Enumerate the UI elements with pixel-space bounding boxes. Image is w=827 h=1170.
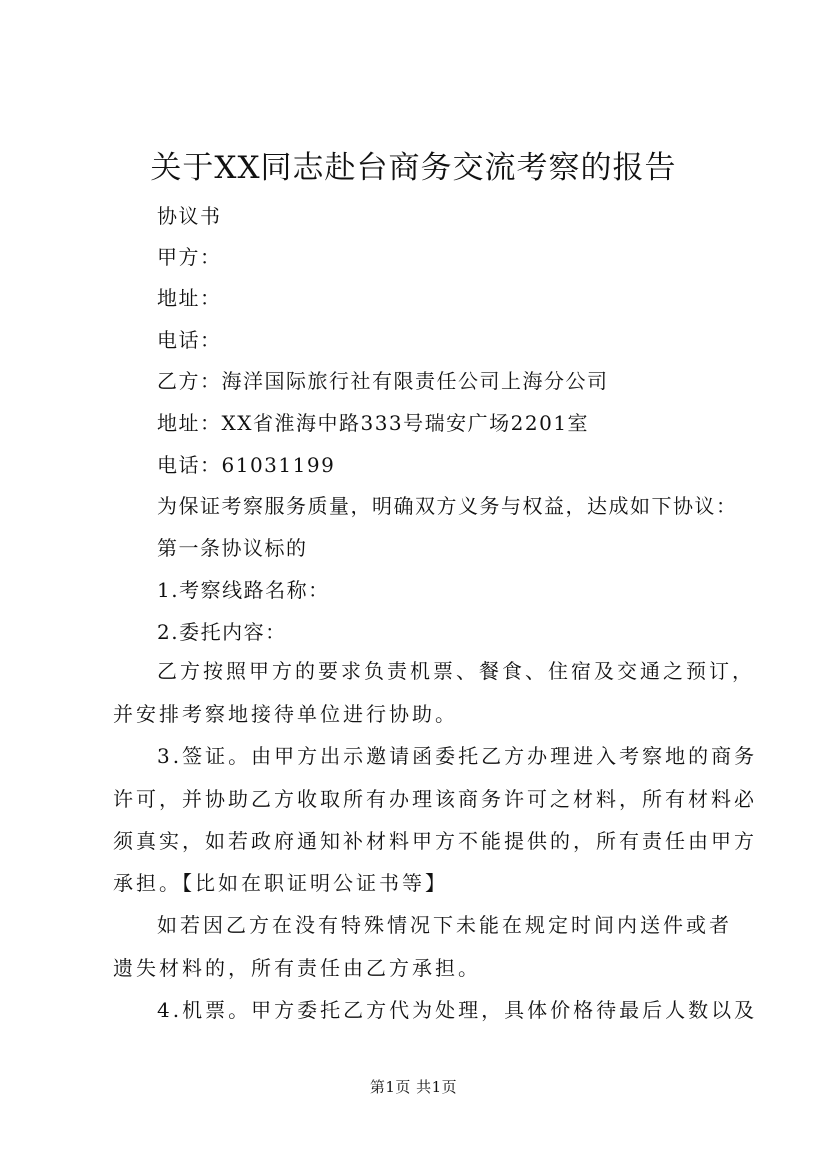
doc-line-party-a-address: 地址： xyxy=(157,286,222,310)
doc-line-preamble: 为保证考察服务质量，明确双方义务与权益，达成如下协议： xyxy=(157,494,738,518)
doc-line-air-ticket: 4.机票。甲方委托乙方代为处理，具体价格待最后人数以及 xyxy=(157,998,758,1022)
doc-line-party-b-phone: 电话：61031199 xyxy=(157,453,336,477)
doc-line-paragraph: 如若因乙方在没有特殊情况下未能在规定时间内送件或者 xyxy=(157,913,732,937)
doc-line-party-a: 甲方： xyxy=(157,245,222,269)
doc-line-party-b: 乙方：海洋国际旅行社有限责任公司上海分公司 xyxy=(157,369,609,393)
doc-line-paragraph: 承担。【比如在职证明公证书等】 xyxy=(113,871,448,895)
doc-line-paragraph: 许可，并协助乙方收取所有办理该商务许可之材料，所有材料必 xyxy=(113,787,757,811)
doc-line-commission: 2.委托内容： xyxy=(157,620,287,644)
doc-line-paragraph: 须真实，如若政府通知补材料甲方不能提供的，所有责任由甲方 xyxy=(113,829,757,853)
doc-line-party-a-phone: 电话： xyxy=(157,328,222,352)
doc-line-route-name: 1.考察线路名称： xyxy=(157,578,330,602)
doc-line-article-one: 第一条协议标的 xyxy=(157,536,308,560)
document-title: 关于XX同志赴台商务交流考察的报告 xyxy=(150,150,677,186)
doc-line-agreement-heading: 协议书 xyxy=(157,204,222,228)
doc-line-visa: 3.签证。由甲方出示邀请函委托乙方办理进入考察地的商务 xyxy=(157,744,758,768)
doc-line-party-b-address: 地址：XX省淮海中路333号瑞安广场2201室 xyxy=(157,411,590,435)
doc-line-paragraph: 乙方按照甲方的要求负责机票、餐食、住宿及交通之预订， xyxy=(157,659,755,683)
doc-line-paragraph: 遗失材料的，所有责任由乙方承担。 xyxy=(113,956,481,980)
page-number: 第1页 共1页 xyxy=(369,1078,458,1096)
doc-line-paragraph: 并安排考察地接待单位进行协助。 xyxy=(113,702,458,726)
